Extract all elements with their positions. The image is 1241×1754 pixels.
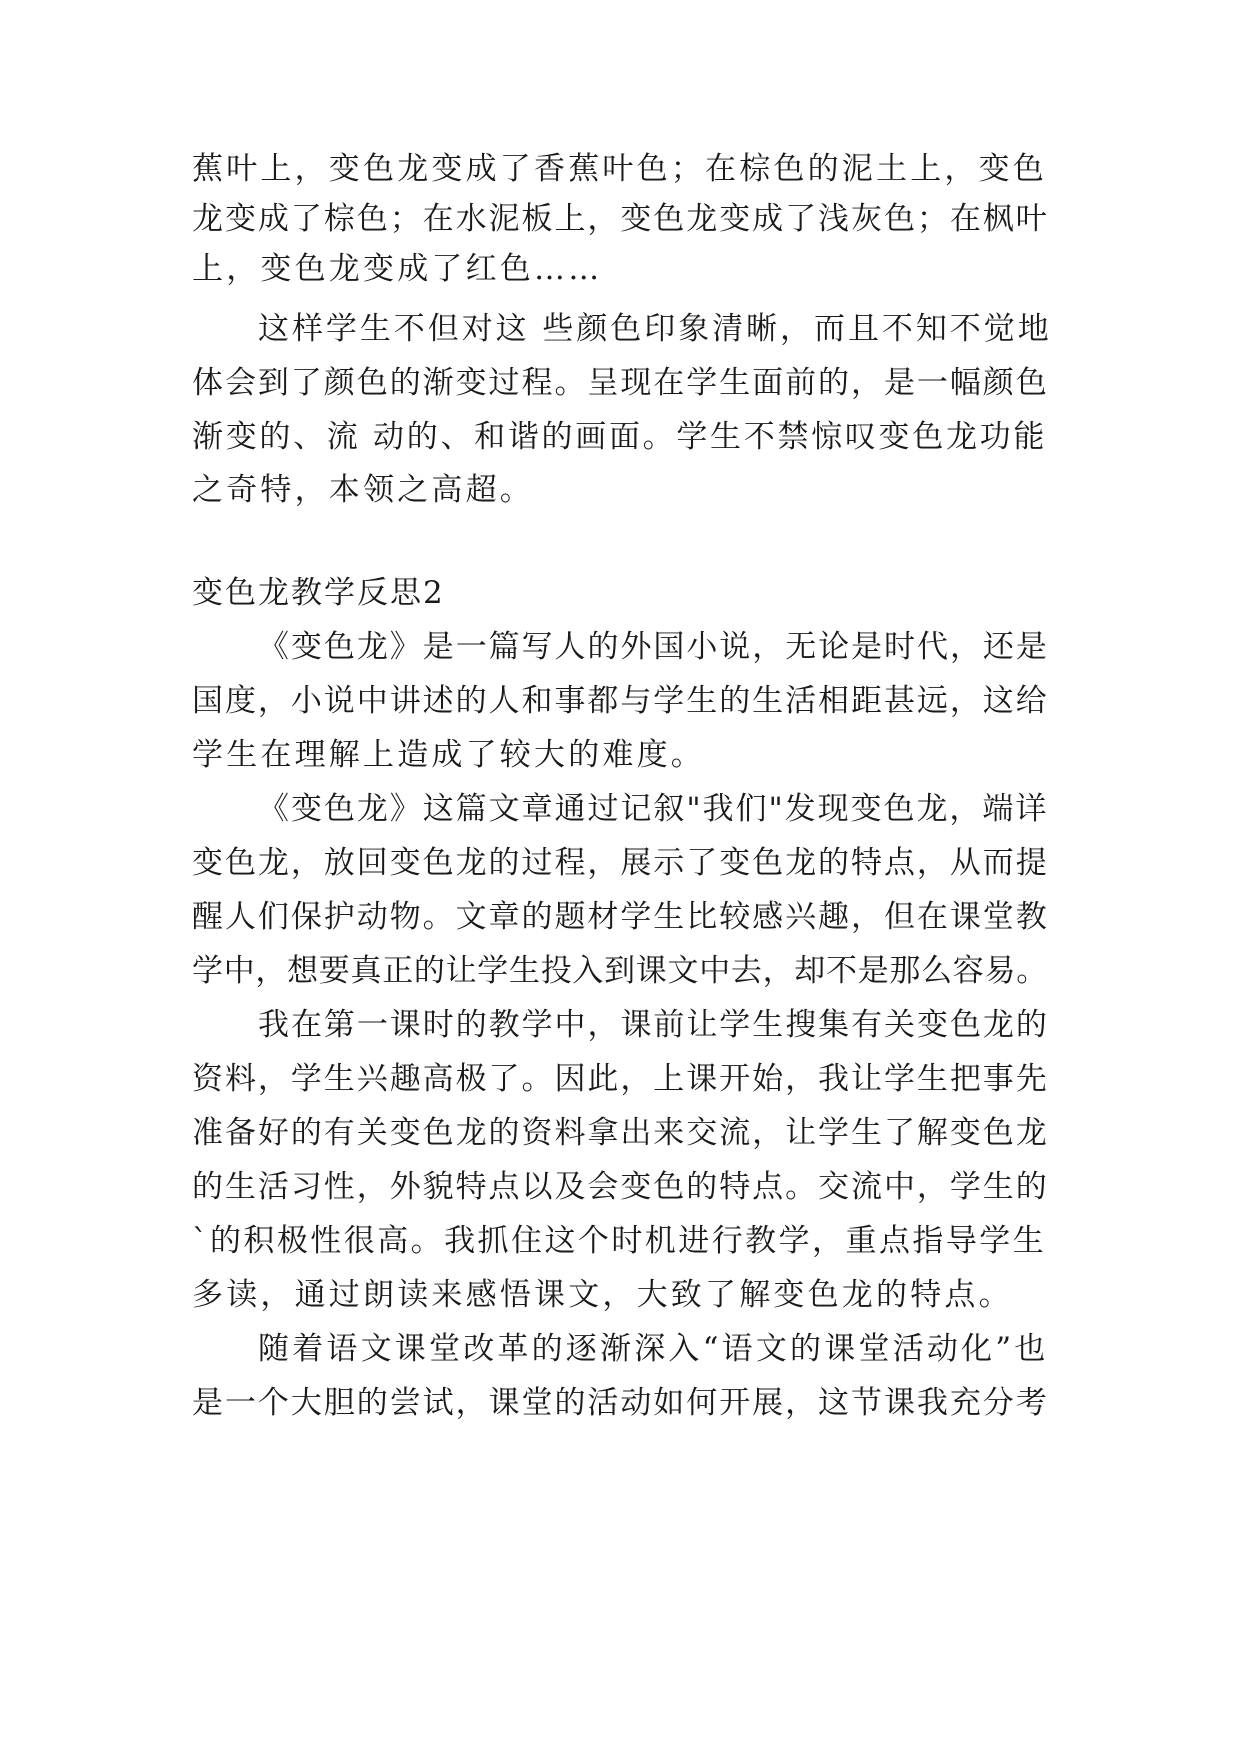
text-line: 上，变色龙变成了红色……: [192, 251, 603, 287]
text-line: 准备好的有关变色龙的资料拿出来交流，让学生了解变色龙: [192, 1115, 1049, 1151]
text-line: 国度，小说中讲述的人和事都与学生的生活相距甚远，这给: [192, 683, 1049, 719]
text-line: `的积极性很高。我抓住这个时机进行教学，重点指导学生: [192, 1223, 1047, 1259]
section-heading: 变色龙教学反思2: [192, 575, 445, 611]
text-line: 学中，想要真正的让学生投入到课文中去，却不是那么容易。: [192, 953, 1048, 989]
text-line: 龙变成了棕色；在水泥板上，变色龙变成了浅灰色；在枫叶: [192, 201, 1049, 237]
paragraph-first-line: 《变色龙》这篇文章通过记叙"我们"发现变色龙，端详: [258, 791, 1049, 827]
text-line: 资料，学生兴趣高极了。因此，上课开始，我让学生把事先: [192, 1061, 1049, 1097]
text-line: 学生在理解上造成了较大的难度。: [192, 737, 705, 773]
text-line: 蕉叶上，变色龙变成了香蕉叶色；在棕色的泥土上，变色: [192, 151, 1047, 187]
text-line: 多读，通过朗读来感悟课文，大致了解变色龙的特点。: [192, 1277, 1013, 1313]
text-line: 之奇特，本领之高超。: [192, 472, 534, 508]
text-line: 渐变的、流 动的、和谐的画面。学生不禁惊叹变色龙功能: [192, 419, 1048, 455]
paragraph-first-line: 《变色龙》是一篇写人的外国小说，无论是时代，还是: [258, 629, 1049, 665]
text-line: 变色龙，放回变色龙的过程，展示了变色龙的特点，从而提: [192, 845, 1049, 881]
paragraph-first-line: 这样学生不但对这 些颜色印象清晰，而且不知不觉地: [258, 311, 1052, 347]
paragraph-first-line: 随着语文课堂改革的逐渐深入“语文的课堂活动化”也: [258, 1331, 1049, 1367]
paragraph-first-line: 我在第一课时的教学中，课前让学生搜集有关变色龙的: [258, 1007, 1049, 1043]
text-line: 体会到了颜色的渐变过程。呈现在学生面前的，是一幅颜色: [192, 365, 1049, 401]
text-line: 的生活习性，外貌特点以及会变色的特点。交流中，学生的: [192, 1169, 1049, 1205]
text-line: 醒人们保护动物。文章的题材学生比较感兴趣，但在课堂教: [192, 899, 1049, 935]
text-line: 是一个大胆的尝试，课堂的活动如何开展，这节课我充分考: [192, 1385, 1049, 1421]
